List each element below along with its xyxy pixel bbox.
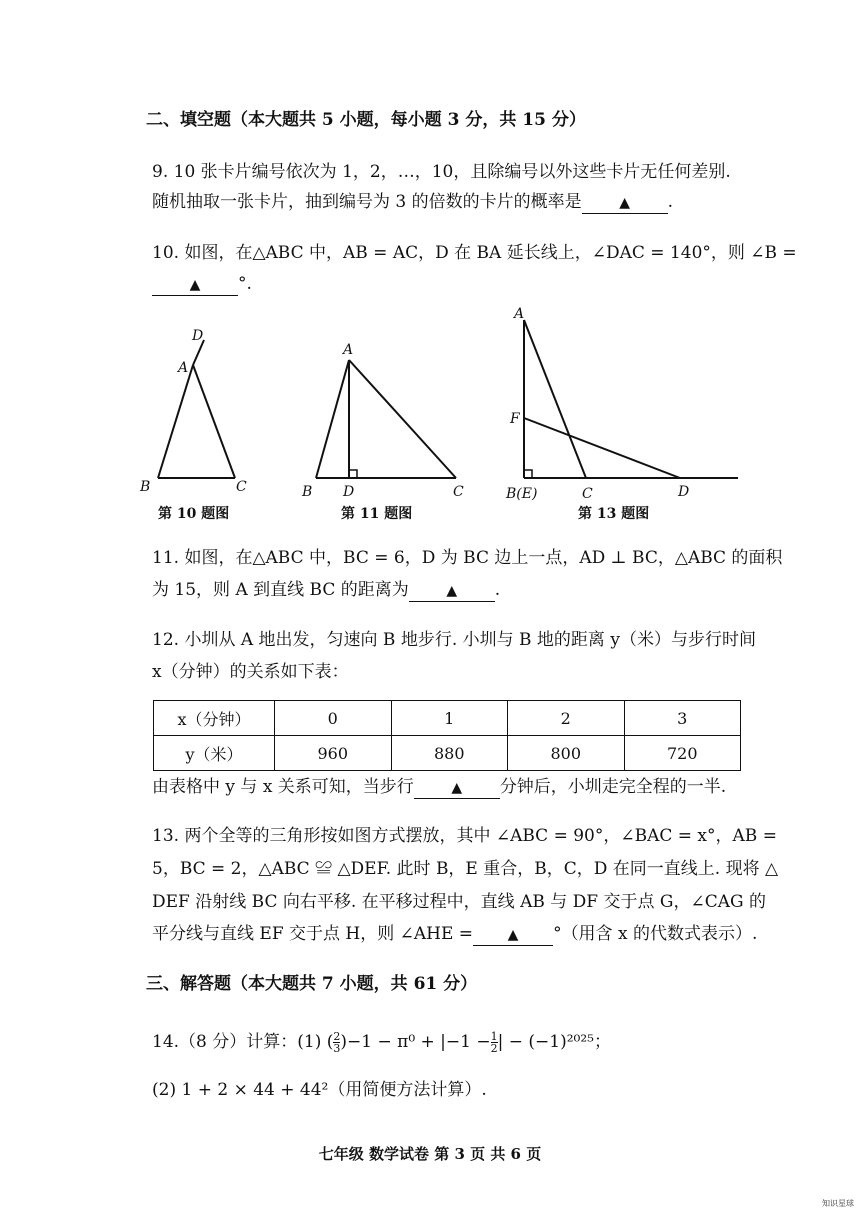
fig10-label-b: B <box>140 479 151 495</box>
q9-line-1: 9. 10 张卡片编号依次为 1，2，…，10，且除编号以外这些卡片无任何差别. <box>152 162 731 182</box>
fig11-label-b: B <box>302 484 313 500</box>
table-cell: 720 <box>624 736 741 771</box>
q14-paren-open: ( <box>326 1032 334 1052</box>
fraction-numerator: 2 <box>333 1030 341 1043</box>
q12-text-a: 由表格中 y 与 x 关系可知，当步行 <box>152 777 414 797</box>
section-2-title: 二、填空题（本大题共 5 小题，每小题 3 分，共 15 分） <box>146 110 586 130</box>
q14-part-2: (2) 1 + 2 × 44 + 44²（用简便方法计算）. <box>152 1080 487 1100</box>
table-cell: x（分钟） <box>154 701 275 736</box>
figure-10 <box>158 340 235 478</box>
fraction-denominator: 3 <box>333 1042 341 1055</box>
table-cell: 1 <box>391 701 508 736</box>
q11-text: 为 15，则 A 到直线 BC 的距离为 <box>152 580 409 600</box>
q11-line-1: 11. 如图，在△ABC 中，BC = 6，D 为 BC 边上一点，AD ⊥ BC，△ABC 的面积 <box>152 548 783 568</box>
q9-end: . <box>667 192 674 212</box>
fig11-side-ab <box>316 360 349 478</box>
q11-end: . <box>494 580 501 600</box>
q12-line-1: 12. 小圳从 A 地出发，匀速向 B 地步行. 小圳与 B 地的距离 y（米）与步行时间 <box>152 630 756 650</box>
watermark-logo: 知识星球 <box>822 1199 854 1208</box>
fraction-numerator: 1 <box>490 1030 498 1043</box>
fig11-label-d: D <box>343 484 355 500</box>
q9-answer-blank: ▲ <box>582 193 668 214</box>
q13-line-1: 13. 两个全等的三角形按如图方式摆放，其中 ∠ABC = 90°，∠BAC = x°，AB = <box>152 826 777 846</box>
fig13-side-ac <box>524 320 586 478</box>
table-cell: 800 <box>508 736 625 771</box>
fig10-label-d: D <box>192 328 204 344</box>
q14-half-fraction <box>491 1031 498 1054</box>
q13-line-2: 5，BC = 2，△ABC ≌ △DEF. 此时 B，E 重合，B，C，D 在同一直线上. 现将 △ <box>152 859 779 879</box>
q9-text: 随机抽取一张卡片，抽到编号为 3 的倍数的卡片的概率是 <box>152 192 582 212</box>
fig10-label-a: A <box>178 360 189 376</box>
q13-text-b: °（用含 x 的代数式表示）. <box>553 924 758 944</box>
q14-part-1-rest: −1 − π⁰ + |−1 − <box>347 1032 491 1052</box>
fig11-right-angle-mark <box>349 470 357 478</box>
q12-line-2: x（分钟）的关系如下表： <box>152 662 349 682</box>
q10-answer-blank: ▲ <box>152 275 238 296</box>
fig13-label-f: F <box>510 411 520 427</box>
fig13-label-b-e: B(E) <box>506 486 538 502</box>
q14-part-1-end: | − (−1)²⁰²⁵； <box>497 1032 611 1052</box>
fig10-side-ab <box>158 365 193 478</box>
q10-line-1: 10. 如图，在△ABC 中，AB = AC，D 在 BA 延长线上，∠DAC = 140°，则 ∠B = <box>152 243 797 263</box>
table-cell: 2 <box>508 701 625 736</box>
q12-table <box>153 700 741 771</box>
q13-line-3: DEF 沿射线 BC 向右平移. 在平移过程中，直线 AB 与 DF 交于点 G，∠CAG 的 <box>152 892 766 912</box>
table-cell: 0 <box>275 701 392 736</box>
fig11-label-c: C <box>453 484 464 500</box>
geometry-figures <box>0 0 860 530</box>
fig13-right-angle-mark <box>524 470 532 478</box>
q12-answer-blank: ▲ <box>414 778 500 799</box>
q13-answer-blank: ▲ <box>473 925 553 946</box>
fig10-label-c: C <box>236 479 247 495</box>
q14-prefix: 14.（8 分）计算：(1) <box>152 1032 322 1052</box>
figure-13 <box>524 320 738 478</box>
table-cell: y（米） <box>154 736 275 771</box>
fig11-side-ac <box>349 360 456 478</box>
q14-part-1 <box>152 1030 611 1054</box>
q13-line-4 <box>152 922 757 946</box>
fig11-label-a: A <box>343 342 354 358</box>
table-row <box>154 701 741 736</box>
page-footer: 七年级 数学试卷 第 3 页 共 6 页 <box>318 1145 542 1163</box>
fig13-caption: 第 13 题图 <box>578 506 650 522</box>
q14-paren-close: ) <box>340 1032 348 1052</box>
fig11-caption: 第 11 题图 <box>341 506 413 522</box>
fraction-denominator: 2 <box>490 1042 498 1055</box>
figure-11 <box>316 360 456 478</box>
section-3-title: 三、解答题（本大题共 7 小题，共 61 分） <box>146 974 478 994</box>
table-cell: 960 <box>275 736 392 771</box>
q13-text-a: 平分线与直线 EF 交于点 H，则 ∠AHE = <box>152 924 474 944</box>
q10-end: °. <box>238 274 252 294</box>
fig13-label-c: C <box>582 486 593 502</box>
fig13-side-fd <box>524 418 680 478</box>
fig13-label-d: D <box>678 484 690 500</box>
q12-text-b: 分钟后，小圳走完全程的一半. <box>499 777 727 797</box>
table-cell: 3 <box>624 701 741 736</box>
q11-line-2 <box>152 578 500 602</box>
q12-line-3 <box>152 775 726 799</box>
fig10-side-ac <box>193 365 235 478</box>
fig13-label-a: A <box>514 306 525 322</box>
q11-answer-blank: ▲ <box>409 581 495 602</box>
table-cell: 880 <box>391 736 508 771</box>
table-row <box>154 736 741 771</box>
fig10-caption: 第 10 题图 <box>158 506 230 522</box>
